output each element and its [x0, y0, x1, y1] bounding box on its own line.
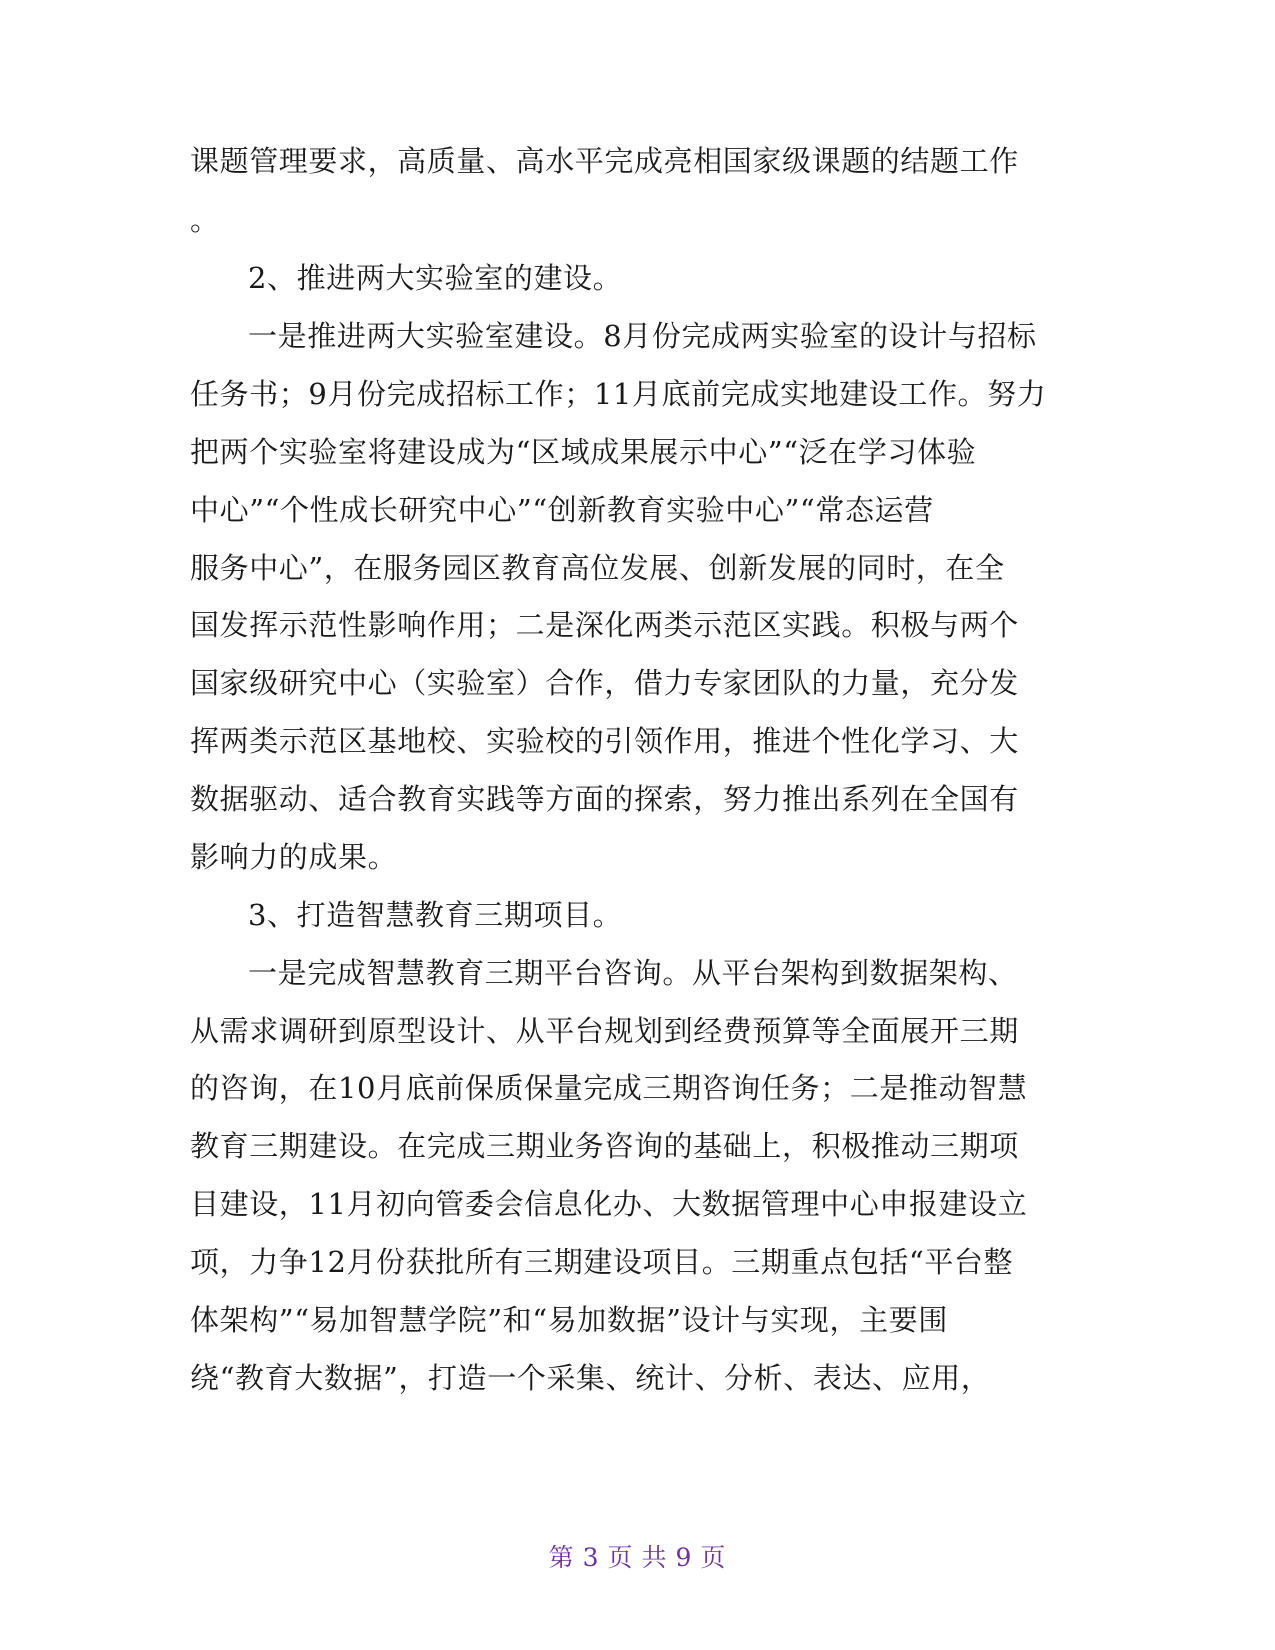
- section-heading: 3、打造智慧教育三期项目。: [248, 898, 623, 932]
- page-number-footer: [0, 1538, 1275, 1574]
- paragraph-first-line: 一是完成智慧教育三期平台咨询。从平台架构到数据架构、: [248, 956, 1018, 990]
- body-line: 影响力的成果。: [190, 840, 398, 874]
- footer-total-prefix: 共: [641, 1543, 668, 1572]
- body-line: 国发挥示范性影响作用；二是深化两类示范区实践。积极与两个: [190, 608, 1019, 642]
- body-line: 课题管理要求，高质量、高水平完成亮相国家级课题的结题工作: [190, 144, 1019, 178]
- current-page-number: 3: [582, 1543, 600, 1572]
- footer-prefix: 第: [548, 1543, 575, 1572]
- body-line: 体架构”“易加智慧学院”和“易加数据”设计与实现，主要围: [190, 1303, 948, 1337]
- body-line: 教育三期建设。在完成三期业务咨询的基础上，积极推动三期项: [190, 1129, 1019, 1163]
- total-page-number: 9: [675, 1543, 693, 1572]
- body-line: 。: [190, 203, 220, 237]
- paragraph-first-line: 一是推进两大实验室建设。8月份完成两实验室的设计与招标: [248, 319, 1037, 353]
- body-line: 国家级研究中心（实验室）合作，借力专家团队的力量，充分发: [190, 666, 1019, 700]
- body-line: 挥两类示范区基地校、实验校的引领作用，推进个性化学习、大: [190, 724, 1019, 758]
- body-line: 目建设，11月初向管委会信息化办、大数据管理中心申报建设立: [190, 1187, 1028, 1221]
- body-line: 任务书；9月份完成招标工作；11月底前完成实地建设工作。努力: [190, 377, 1047, 411]
- body-line: 从需求调研到原型设计、从平台规划到经费预算等全面展开三期: [190, 1014, 1019, 1048]
- footer-total-label: 页: [700, 1543, 727, 1572]
- body-line: 的咨询，在10月底前保质保量完成三期咨询任务；二是推动智慧: [190, 1071, 1028, 1105]
- body-line: 数据驱动、适合教育实践等方面的探索，努力推出系列在全国有: [190, 782, 1019, 816]
- body-line: 绕“教育大数据”，打造一个采集、统计、分析、表达、应用，: [190, 1361, 991, 1395]
- footer-page-label: 页: [607, 1543, 634, 1572]
- body-line: 服务中心”，在服务园区教育高位发展、创新发展的同时，在全: [190, 551, 1005, 585]
- body-line: 把两个实验室将建设成为“区域成果展示中心”“泛在学习体验: [190, 435, 977, 469]
- body-line: 中心”“个性成长研究中心”“创新教育实验中心”“常态运营: [190, 493, 934, 527]
- body-line: 项，力争12月份获批所有三期建设项目。三期重点包括“平台整: [190, 1245, 1014, 1279]
- section-heading: 2、推进两大实验室的建设。: [248, 261, 623, 295]
